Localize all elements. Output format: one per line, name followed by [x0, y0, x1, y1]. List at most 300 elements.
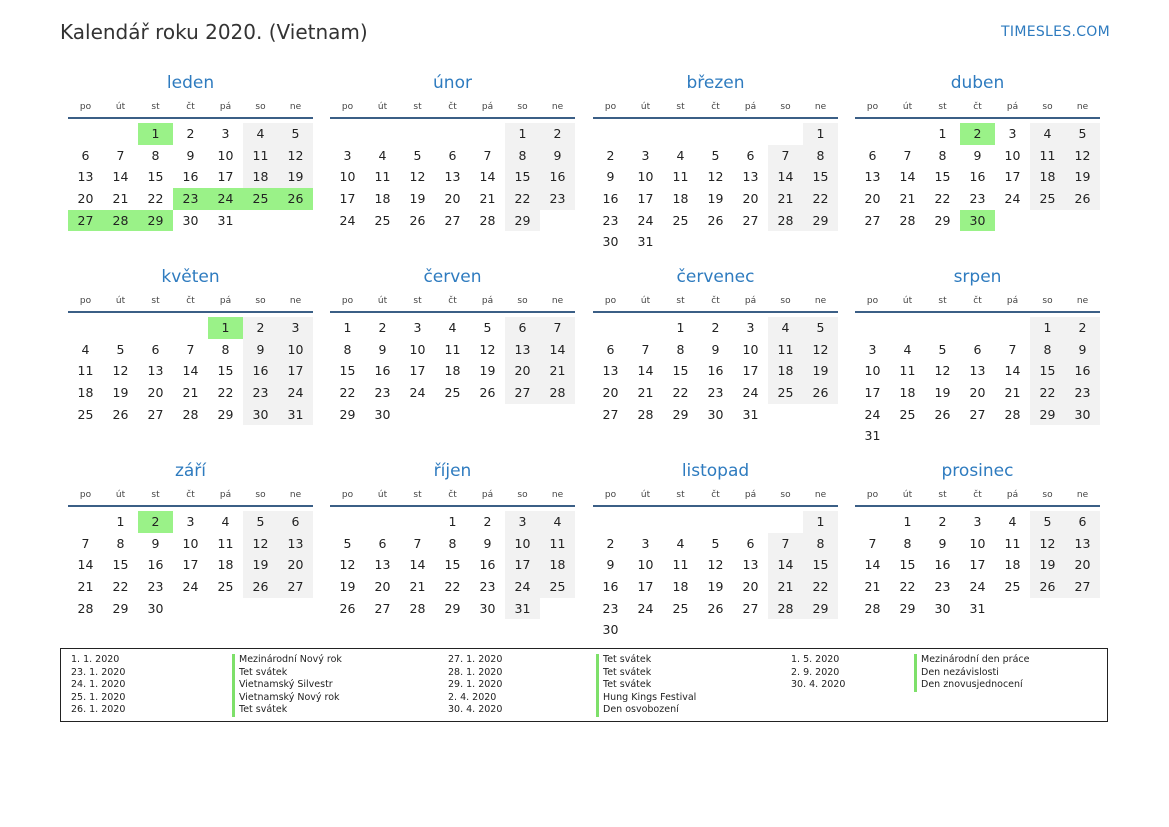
day-grid — [330, 317, 575, 425]
weekday-label: pá — [481, 102, 494, 112]
day-grid — [855, 511, 1100, 619]
day-cell: 3 — [746, 320, 755, 335]
day-cell: 29 — [672, 406, 689, 422]
day-cell: 3 — [278, 317, 313, 339]
day-cell: 30 — [147, 600, 164, 616]
day-cell: 16 — [479, 557, 496, 573]
weekday-label: pá — [744, 296, 757, 306]
day-cell: 20 — [864, 191, 881, 207]
day-cell: 11 — [768, 339, 803, 361]
calendar-grid — [68, 72, 1108, 642]
day-cell: 19 — [803, 360, 838, 382]
day-cell: 30 — [182, 212, 199, 228]
month-name: červenec — [676, 267, 755, 287]
day-cell: 25 — [1004, 579, 1021, 595]
day-cell: 10 — [742, 341, 759, 357]
day-cell: 12 — [803, 339, 838, 361]
empty-cell — [173, 317, 208, 339]
day-cell: 17 — [637, 191, 654, 207]
day-cell: 17 — [217, 169, 234, 185]
legend-date: 25. 1. 2020 — [71, 691, 126, 703]
day-cell: 16 — [147, 557, 164, 573]
day-cell: 14 — [1004, 363, 1021, 379]
day-cell: 3 — [641, 147, 650, 163]
empty-cell — [330, 511, 365, 533]
day-cell: 22 — [147, 191, 164, 207]
day-cell: 2 — [483, 514, 492, 529]
legend-dates-col-3 — [791, 654, 845, 692]
day-grid — [593, 511, 838, 641]
day-cell: 14 — [112, 169, 129, 185]
month-name: duben — [950, 73, 1005, 93]
month-name: květen — [161, 267, 220, 287]
day-cell: 25 — [672, 212, 689, 228]
day-cell: 27 — [278, 576, 313, 598]
day-cell: 27 — [444, 212, 461, 228]
day-grid — [68, 317, 313, 425]
month-duben — [855, 72, 1100, 231]
day-cell: 11 — [1004, 535, 1021, 551]
weekday-label: st — [413, 296, 422, 306]
day-cell: 17 — [409, 363, 426, 379]
day-cell: 1 — [676, 320, 685, 335]
day-cell: 13 — [147, 363, 164, 379]
weekday-label: po — [341, 102, 354, 112]
day-cell: 7 — [868, 535, 877, 551]
weekday-label: čt — [973, 102, 982, 112]
day-cell: 12 — [243, 533, 278, 555]
weekday-header — [593, 97, 838, 119]
empty-cell — [103, 123, 138, 145]
empty-cell — [960, 317, 995, 339]
month-name: říjen — [433, 461, 472, 481]
day-cell: 12 — [934, 363, 951, 379]
day-cell: 21 — [479, 191, 496, 207]
day-cell: 14 — [540, 339, 575, 361]
empty-cell — [698, 123, 733, 145]
day-cell: 17 — [742, 363, 759, 379]
day-cell: 8 — [221, 341, 230, 357]
day-cell: 16 — [707, 363, 724, 379]
weekday-label: pá — [1006, 102, 1019, 112]
day-cell: 5 — [711, 147, 720, 163]
day-cell: 15 — [147, 169, 164, 185]
day-cell: 11 — [77, 363, 94, 379]
weekday-label: pá — [481, 296, 494, 306]
day-cell: 12 — [112, 363, 129, 379]
weekday-label: út — [902, 296, 913, 306]
legend-date: 27. 1. 2020 — [448, 654, 503, 665]
legend-holiday-name: Den nezávislosti — [914, 667, 1029, 680]
day-cell: 9 — [1065, 339, 1100, 361]
day-grid — [330, 123, 575, 231]
day-cell: 4 — [1030, 123, 1065, 145]
day-cell: 1 — [938, 126, 947, 141]
day-cell: 26 — [803, 382, 838, 404]
month-srpen — [855, 266, 1100, 447]
day-cell: 7 — [1008, 341, 1017, 357]
day-cell: 19 — [1065, 166, 1100, 188]
day-cell: 28 — [864, 600, 881, 616]
day-cell: 17 — [637, 579, 654, 595]
holiday-day: 2 — [960, 123, 995, 145]
empty-cell — [995, 317, 1030, 339]
holiday-day: 1 — [208, 317, 243, 339]
day-cell: 14 — [479, 169, 496, 185]
day-cell: 4 — [81, 341, 90, 357]
day-cell: 27 — [742, 600, 759, 616]
day-cell: 6 — [278, 511, 313, 533]
day-cell: 17 — [1004, 169, 1021, 185]
day-cell: 20 — [444, 191, 461, 207]
day-cell: 29 — [934, 212, 951, 228]
day-cell: 7 — [768, 533, 803, 555]
weekday-label: čt — [711, 296, 720, 306]
day-cell: 10 — [505, 533, 540, 555]
day-cell: 11 — [374, 169, 391, 185]
day-cell: 21 — [864, 579, 881, 595]
day-cell: 14 — [768, 554, 803, 576]
day-cell: 17 — [339, 191, 356, 207]
day-cell: 28 — [540, 382, 575, 404]
day-cell: 15 — [444, 557, 461, 573]
day-cell: 27 — [742, 212, 759, 228]
day-cell: 29 — [803, 598, 838, 620]
day-cell: 4 — [676, 535, 685, 551]
weekday-label: út — [902, 102, 913, 112]
month-name: srpen — [953, 267, 1002, 287]
empty-cell — [698, 511, 733, 533]
day-cell: 5 — [1065, 123, 1100, 145]
holiday-day: 30 — [960, 210, 995, 232]
day-cell: 2 — [186, 126, 195, 141]
day-cell: 26 — [707, 600, 724, 616]
day-cell: 2 — [1065, 317, 1100, 339]
day-cell: 25 — [217, 579, 234, 595]
holiday-day: 24 — [208, 188, 243, 210]
day-cell: 9 — [606, 557, 615, 573]
day-cell: 1 — [505, 123, 540, 145]
day-cell: 10 — [969, 535, 986, 551]
day-cell: 19 — [112, 385, 129, 401]
weekday-label: po — [604, 296, 617, 306]
legend-holiday-name: Tet svátek — [596, 667, 696, 680]
weekday-label: st — [676, 102, 685, 112]
day-cell: 6 — [448, 147, 457, 163]
day-cell: 15 — [505, 166, 540, 188]
weekday-label: pá — [744, 490, 757, 500]
empty-cell — [435, 123, 470, 145]
holiday-day: 27 — [68, 210, 103, 232]
weekday-label: čt — [186, 296, 195, 306]
day-cell: 18 — [1004, 557, 1021, 573]
month-březen — [593, 72, 838, 253]
month-name: leden — [166, 73, 215, 93]
legend-date: 29. 1. 2020 — [448, 679, 503, 691]
day-cell: 20 — [742, 579, 759, 595]
day-cell: 10 — [637, 169, 654, 185]
day-cell: 1 — [116, 514, 125, 529]
day-grid — [68, 123, 313, 231]
month-name: únor — [433, 73, 472, 93]
day-cell: 8 — [343, 341, 352, 357]
legend-holiday-name: Vietnamský Nový rok — [232, 692, 342, 705]
legend-names-col-2 — [596, 654, 696, 717]
day-cell: 31 — [217, 212, 234, 228]
holiday-day: 29 — [138, 210, 173, 232]
day-cell: 6 — [505, 317, 540, 339]
day-cell: 7 — [186, 341, 195, 357]
weekday-label: út — [377, 296, 388, 306]
holiday-day: 25 — [243, 188, 278, 210]
day-cell: 23 — [540, 188, 575, 210]
day-cell: 23 — [479, 579, 496, 595]
day-cell: 16 — [969, 169, 986, 185]
site-link[interactable]: TIMESLES.COM — [1001, 24, 1110, 40]
empty-cell — [593, 123, 628, 145]
month-name: prosinec — [941, 461, 1014, 481]
weekday-label: so — [1042, 102, 1053, 112]
day-cell: 28 — [768, 598, 803, 620]
day-cell: 4 — [221, 514, 230, 529]
legend-date: 30. 4. 2020 — [791, 679, 846, 691]
weekday-header — [68, 97, 313, 119]
holiday-day: 1 — [138, 123, 173, 145]
day-cell: 26 — [1065, 188, 1100, 210]
weekday-label: čt — [186, 102, 195, 112]
day-cell: 13 — [864, 169, 881, 185]
day-cell: 29 — [505, 210, 540, 232]
day-cell: 22 — [1030, 382, 1065, 404]
day-cell: 23 — [1065, 382, 1100, 404]
page-title: Kalendář roku 2020. (Vietnam) — [60, 20, 368, 44]
weekday-label: po — [79, 296, 92, 306]
day-cell: 1 — [803, 511, 838, 533]
day-cell: 30 — [707, 406, 724, 422]
weekday-label: ne — [1076, 102, 1089, 112]
day-cell: 14 — [768, 166, 803, 188]
day-cell: 31 — [742, 406, 759, 422]
day-cell: 16 — [243, 360, 278, 382]
legend-dates-col-2 — [448, 654, 502, 717]
day-cell: 19 — [243, 554, 278, 576]
day-cell: 6 — [81, 147, 90, 163]
legend-holiday-name: Mezinárodní Nový rok — [232, 654, 342, 667]
day-cell: 21 — [112, 191, 129, 207]
legend-holiday-name: Mezinárodní den práce — [914, 654, 1029, 667]
day-cell: 31 — [278, 404, 313, 426]
weekday-label: po — [866, 102, 879, 112]
day-cell: 19 — [707, 579, 724, 595]
month-name: listopad — [681, 461, 750, 481]
day-cell: 20 — [969, 385, 986, 401]
day-cell: 28 — [637, 406, 654, 422]
day-cell: 22 — [934, 191, 951, 207]
weekday-label: st — [676, 490, 685, 500]
day-cell: 21 — [409, 579, 426, 595]
day-cell: 28 — [479, 212, 496, 228]
weekday-label: st — [151, 490, 160, 500]
day-grid — [593, 317, 838, 425]
weekday-label: so — [517, 296, 528, 306]
month-červen — [330, 266, 575, 425]
day-cell: 28 — [77, 600, 94, 616]
day-cell: 24 — [182, 579, 199, 595]
day-cell: 14 — [899, 169, 916, 185]
day-cell: 25 — [672, 600, 689, 616]
empty-cell — [400, 511, 435, 533]
weekday-label: ne — [289, 490, 302, 500]
empty-cell — [663, 123, 698, 145]
empty-cell — [400, 123, 435, 145]
day-cell: 4 — [1008, 514, 1017, 529]
day-cell: 9 — [483, 535, 492, 551]
day-cell: 5 — [413, 147, 422, 163]
day-cell: 22 — [803, 576, 838, 598]
month-říjen — [330, 460, 575, 619]
day-cell: 19 — [409, 191, 426, 207]
holiday-day: 26 — [278, 188, 313, 210]
weekday-header — [855, 291, 1100, 313]
day-cell: 15 — [672, 363, 689, 379]
day-cell: 3 — [221, 126, 230, 141]
day-cell: 21 — [768, 188, 803, 210]
weekday-label: ne — [551, 296, 564, 306]
day-cell: 16 — [934, 557, 951, 573]
day-cell: 11 — [672, 169, 689, 185]
day-cell: 28 — [182, 406, 199, 422]
weekday-label: po — [341, 296, 354, 306]
day-cell: 24 — [637, 212, 654, 228]
day-cell: 15 — [934, 169, 951, 185]
day-cell: 20 — [602, 385, 619, 401]
empty-cell — [733, 511, 768, 533]
day-cell: 7 — [413, 535, 422, 551]
day-cell: 23 — [374, 385, 391, 401]
day-cell: 21 — [540, 360, 575, 382]
weekday-label: pá — [1006, 490, 1019, 500]
day-cell: 26 — [409, 212, 426, 228]
weekday-label: st — [151, 296, 160, 306]
day-cell: 19 — [479, 363, 496, 379]
day-cell: 26 — [479, 385, 496, 401]
day-cell: 14 — [637, 363, 654, 379]
day-cell: 20 — [1065, 554, 1100, 576]
day-cell: 2 — [711, 320, 720, 335]
day-cell: 6 — [1065, 511, 1100, 533]
day-cell: 13 — [444, 169, 461, 185]
day-cell: 13 — [1065, 533, 1100, 555]
day-cell: 26 — [339, 600, 356, 616]
day-cell: 12 — [707, 557, 724, 573]
legend-dates-col-1 — [71, 654, 125, 717]
legend-date: 1. 5. 2020 — [791, 654, 840, 665]
day-cell: 9 — [711, 341, 720, 357]
day-cell: 16 — [540, 166, 575, 188]
month-name: březen — [686, 73, 745, 93]
month-září — [68, 460, 313, 619]
day-cell: 6 — [378, 535, 387, 551]
day-cell: 29 — [803, 210, 838, 232]
empty-cell — [68, 511, 103, 533]
weekday-header — [330, 97, 575, 119]
day-cell: 16 — [374, 363, 391, 379]
day-cell: 15 — [339, 363, 356, 379]
day-cell: 2 — [243, 317, 278, 339]
day-cell: 5 — [483, 320, 492, 335]
day-cell: 16 — [1065, 360, 1100, 382]
day-cell: 16 — [182, 169, 199, 185]
day-cell: 10 — [339, 169, 356, 185]
day-cell: 30 — [479, 600, 496, 616]
weekday-label: čt — [186, 490, 195, 500]
day-cell: 5 — [1030, 511, 1065, 533]
day-cell: 3 — [868, 341, 877, 357]
weekday-label: po — [79, 102, 92, 112]
weekday-label: pá — [481, 490, 494, 500]
day-cell: 3 — [973, 514, 982, 529]
day-cell: 23 — [602, 212, 619, 228]
day-cell: 29 — [217, 406, 234, 422]
day-cell: 31 — [637, 234, 654, 250]
weekday-header — [593, 291, 838, 313]
day-cell: 4 — [676, 147, 685, 163]
day-cell: 24 — [969, 579, 986, 595]
weekday-label: pá — [219, 490, 232, 500]
empty-cell — [470, 123, 505, 145]
day-cell: 15 — [1030, 360, 1065, 382]
weekday-label: ne — [1076, 296, 1089, 306]
weekday-label: ne — [551, 490, 564, 500]
day-grid — [855, 123, 1100, 231]
day-cell: 20 — [77, 191, 94, 207]
day-cell: 8 — [1030, 339, 1065, 361]
day-cell: 15 — [899, 557, 916, 573]
weekday-label: ne — [551, 102, 564, 112]
day-cell: 18 — [77, 385, 94, 401]
legend-date: 1. 1. 2020 — [71, 654, 120, 665]
day-cell: 24 — [742, 385, 759, 401]
weekday-label: čt — [711, 490, 720, 500]
day-cell: 23 — [934, 579, 951, 595]
legend-holiday-name: Den osvobození — [596, 704, 696, 717]
weekday-header — [855, 485, 1100, 507]
empty-cell — [768, 511, 803, 533]
empty-cell — [663, 511, 698, 533]
empty-cell — [628, 317, 663, 339]
day-cell: 21 — [182, 385, 199, 401]
weekday-label: so — [780, 102, 791, 112]
empty-cell — [628, 123, 663, 145]
day-cell: 1 — [903, 514, 912, 529]
day-cell: 5 — [116, 341, 125, 357]
day-cell: 30 — [934, 600, 951, 616]
weekday-header — [330, 291, 575, 313]
day-cell: 7 — [116, 147, 125, 163]
day-cell: 27 — [602, 406, 619, 422]
day-cell: 29 — [899, 600, 916, 616]
day-cell: 27 — [147, 406, 164, 422]
day-cell: 5 — [803, 317, 838, 339]
day-cell: 2 — [378, 320, 387, 335]
day-cell: 14 — [77, 557, 94, 573]
day-cell: 4 — [903, 341, 912, 357]
day-cell: 23 — [602, 600, 619, 616]
day-cell: 11 — [217, 535, 234, 551]
day-cell: 8 — [448, 535, 457, 551]
day-cell: 26 — [707, 212, 724, 228]
weekday-label: st — [938, 490, 947, 500]
